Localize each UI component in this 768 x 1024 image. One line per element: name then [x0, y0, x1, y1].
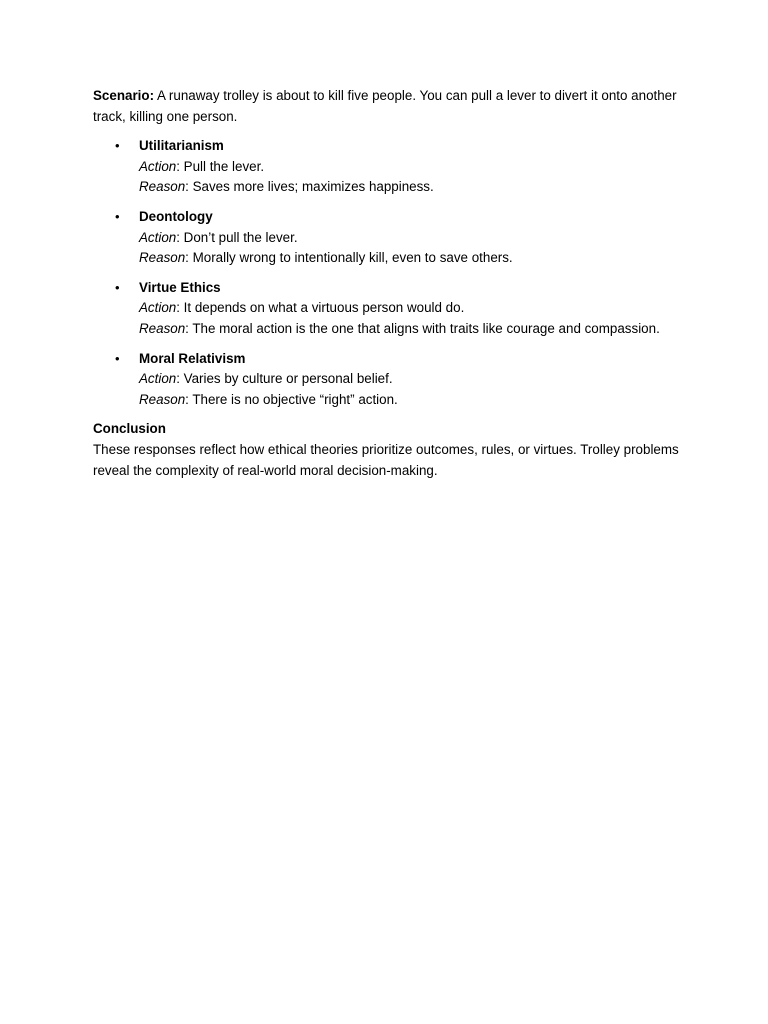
- theory-reason: [139, 177, 683, 198]
- reason-text: : Saves more lives; maximizes happiness.: [185, 179, 434, 195]
- conclusion-text: These responses reflect how ethical theories prioritize outcomes, rules, or virtues. Trolley problems reveal the complexity of real-world moral decision-making.: [93, 441, 679, 478]
- theory-reason: [139, 319, 683, 340]
- reason-text: : There is no objective “right” action.: [185, 391, 398, 407]
- document-page: [93, 86, 683, 481]
- theory-action: [139, 298, 683, 319]
- theory-action: [139, 157, 683, 178]
- action-label: Action: [139, 158, 177, 174]
- list-item-deontology: [93, 207, 683, 269]
- theory-name: Moral Relativism: [139, 350, 246, 366]
- scenario-paragraph: [93, 86, 683, 127]
- theory-list: [93, 136, 683, 410]
- action-label: Action: [139, 229, 177, 245]
- theory-name: Utilitarianism: [139, 138, 224, 154]
- action-label: Action: [139, 371, 177, 387]
- theory-action: [139, 369, 683, 390]
- reason-text: : The moral action is the one that aligns with traits like courage and compassion.: [185, 320, 660, 336]
- list-item-moral-relativism: [93, 349, 683, 411]
- conclusion-heading: Conclusion: [93, 421, 166, 437]
- theory-reason: [139, 248, 683, 269]
- reason-label: Reason: [139, 391, 186, 407]
- reason-label: Reason: [139, 320, 186, 336]
- list-item-virtue-ethics: [93, 278, 683, 340]
- list-item-utilitarianism: [93, 136, 683, 198]
- bullet-icon: •: [115, 350, 120, 366]
- bullet-icon: •: [115, 279, 120, 295]
- action-text: : It depends on what a virtuous person would do.: [176, 300, 465, 316]
- scenario-label: Scenario:: [93, 88, 155, 103]
- bullet-icon: •: [115, 138, 120, 154]
- action-text: : Varies by culture or personal belief.: [176, 371, 393, 387]
- bullet-icon: •: [115, 208, 120, 224]
- theory-action: [139, 228, 683, 249]
- theory-name: Virtue Ethics: [139, 279, 221, 295]
- action-text: : Pull the lever.: [176, 158, 265, 174]
- scenario-text: A runaway trolley is about to kill five people. You can pull a lever to divert it onto another track, killing one person.: [93, 88, 677, 124]
- theory-reason: [139, 390, 683, 411]
- reason-label: Reason: [139, 179, 186, 195]
- reason-text: : Morally wrong to intentionally kill, even to save others.: [185, 250, 513, 266]
- action-text: : Don’t pull the lever.: [176, 229, 298, 245]
- theory-name: Deontology: [139, 208, 213, 224]
- action-label: Action: [139, 300, 177, 316]
- reason-label: Reason: [139, 250, 186, 266]
